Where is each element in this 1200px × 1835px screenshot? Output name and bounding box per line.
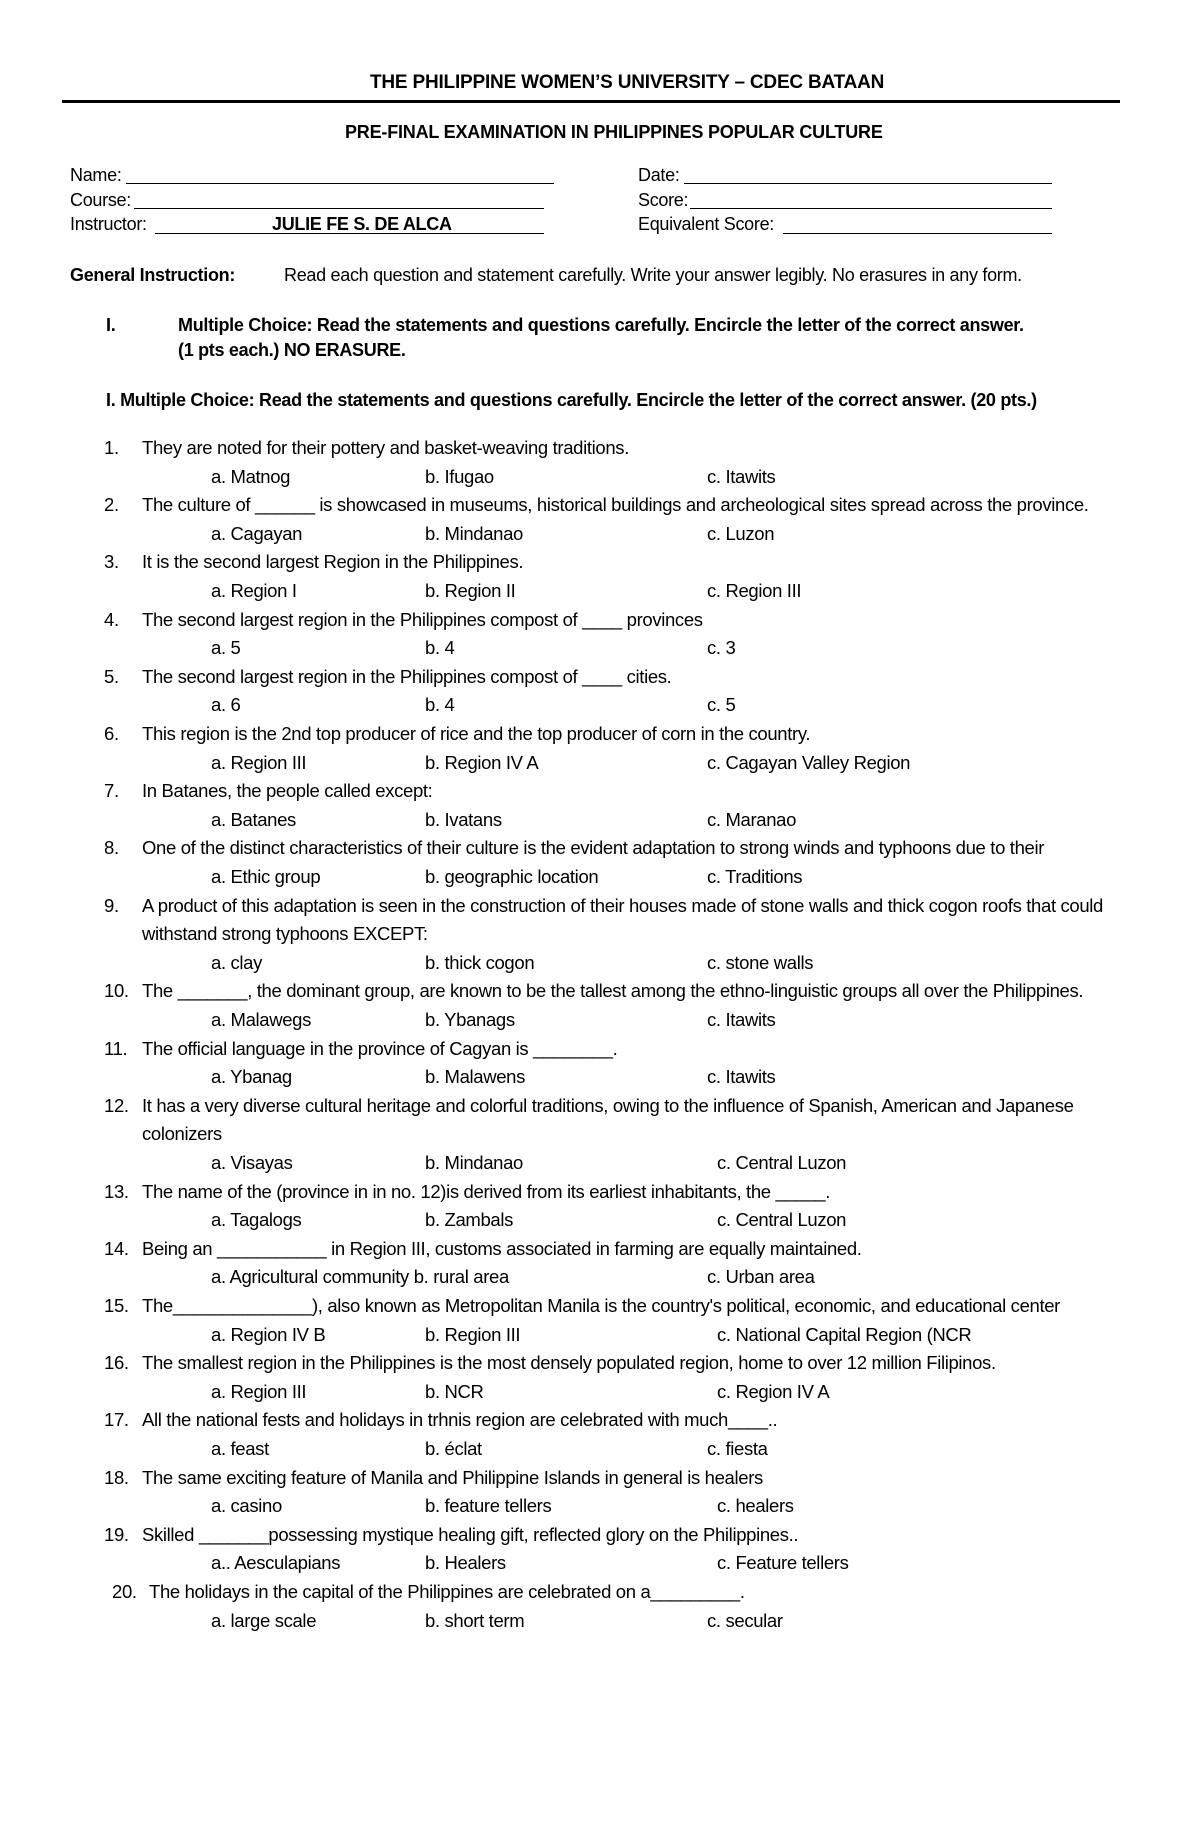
score-field-line[interactable] [690,208,1052,209]
general-instruction-text: Read each question and statement carefully. Write your answer legibly. No erasures in any form. [284,265,1022,285]
question-text: One of the distinct characteristics of their culture is the evident adaptation to strong winds and typhoons due to their [142,837,1045,859]
equivalent-score-label: Equivalent Score: [638,214,774,234]
score-label: Score: [638,190,689,210]
question-number: 20. [112,1581,137,1602]
option-a[interactable]: a. Region IV B [211,1323,326,1345]
question-text: Being an ___________ in Region III, customs associated in farming are equally maintained. [142,1237,862,1259]
option-a[interactable]: a. 5 [211,637,241,659]
option-a[interactable]: a. Batanes [211,808,296,830]
question-text: All the national fests and holidays in trhnis region are celebrated with much____.. [142,1409,778,1431]
question-text: The______________), also known as Metropolitan Manila is the country's political, economic, and educational center [142,1295,1060,1316]
option-b[interactable]: b. Malawens [425,1066,526,1088]
option-c[interactable]: c. Itawits [707,465,776,487]
header-rule [62,100,1120,103]
option-a[interactable]: a. Tagalogs [211,1209,302,1231]
section-heading-repeat: I. Multiple Choice: Read the statements and questions carefully. Encircle the letter of the correct answer. (20 pts.) [106,390,1037,410]
option-a[interactable]: a. large scale [211,1609,317,1631]
section-heading-line2: (1 pts each.) NO ERASURE. [178,340,406,360]
option-c[interactable]: c. Itawits [707,1009,776,1030]
option-b[interactable]: b. 4 [425,637,455,659]
option-b[interactable]: b. feature tellers [425,1495,552,1517]
question-text: The holidays in the capital of the Philippines are celebrated on a_________. [149,1581,745,1602]
question-number: 14. [104,1237,129,1259]
option-b[interactable]: b. Region IV A [425,751,539,773]
option-a[interactable]: a. Malawegs [211,1009,312,1030]
option-c[interactable]: c. Region III [707,580,802,601]
instructor-value: JULIE FE S. DE ALCA [272,214,452,234]
question-number: 5. [104,665,119,687]
option-c[interactable]: c. National Capital Region (NCR [717,1323,972,1345]
option-a[interactable]: a. Region III [211,751,307,773]
university-title: THE PHILIPPINE WOMEN’S UNIVERSITY – CDEC BATAAN [370,72,885,93]
question-text: In Batanes, the people called except: [142,780,433,802]
question-number: 18. [104,1466,129,1488]
option-c[interactable]: c. healers [717,1495,794,1517]
option-c[interactable]: c. Feature tellers [717,1552,849,1574]
question-number: 8. [104,837,119,859]
question-text: They are noted for their pottery and basket-weaving traditions. [142,437,629,458]
option-a[interactable]: a. Visayas [211,1152,293,1173]
question-text: The culture of ______ is showcased in museums, historical buildings and archeological sites spread across the province. [142,494,1089,516]
question-text: This region is the 2nd top producer of rice and the top producer of corn in the country. [142,723,811,744]
option-c[interactable]: c. fiesta [707,1438,768,1459]
option-c[interactable]: c. Central Luzon [717,1209,847,1231]
question-number: 17. [104,1409,129,1431]
option-c[interactable]: c. 3 [707,637,736,659]
question-text-continued: colonizers [142,1123,222,1145]
question-text: A product of this adaptation is seen in the construction of their houses made of stone walls and thick cogon roofs that could [142,894,1103,916]
question-text: The smallest region in the Philippines is the most densely populated region, home to over 12 million Filipinos. [142,1352,996,1374]
option-b[interactable]: b. short term [425,1609,525,1631]
option-c[interactable]: c. Region IV A [717,1380,830,1402]
course-field-line[interactable] [134,208,544,209]
question-text: The _______, the dominant group, are known to be the tallest among the ethno-linguistic groups all over the Philippines. [142,980,1084,1002]
option-b[interactable]: b. Region II [425,580,516,601]
option-c[interactable]: c. secular [707,1609,783,1631]
question-text: It has a very diverse cultural heritage and colorful traditions, owing to the influence of Spanish, American and Japanese [142,1094,1074,1116]
question-number: 6. [104,723,119,744]
question-text: The second largest region in the Philippines compost of ____ cities. [142,665,672,687]
option-b[interactable]: b. Healers [425,1552,506,1574]
section-heading-line1: Multiple Choice: Read the statements and questions carefully. Encircle the letter of the correct answer. [178,315,1024,335]
option-b[interactable]: b. Ifugao [425,465,494,487]
question-number: 10. [104,980,129,1002]
option-a[interactable]: a. feast [211,1438,269,1459]
option-b[interactable]: b. thick cogon [425,951,535,973]
question-number: 19. [104,1523,129,1545]
option-b[interactable]: b. Ybanags [425,1009,515,1030]
option-c[interactable]: c. 5 [707,694,736,716]
question-number: 3. [104,551,119,573]
question-text: The second largest region in the Philippines compost of ____ provinces [142,608,703,630]
option-a[interactable]: a. Region I [211,580,297,601]
option-c[interactable]: c. Urban area [707,1266,815,1288]
option-b[interactable]: b. geographic location [425,866,599,887]
option-b[interactable]: b. éclat [425,1438,482,1459]
option-a[interactable]: a. Ethic group [211,866,321,887]
question-text: The official language in the province of Cagyan is ________. [142,1037,618,1059]
question-text: The name of the (province in in no. 12)is derived from its earliest inhabitants, the _____. [142,1180,830,1202]
option-a[interactable]: a. clay [211,951,263,973]
question-number: 1. [104,437,119,458]
option-c[interactable]: c. Itawits [707,1066,776,1088]
option-c[interactable]: c. stone walls [707,951,814,973]
date-label: Date: [638,165,680,185]
option-a[interactable]: a.. Aesculapians [211,1552,341,1574]
section-number: I. [106,315,116,335]
option-a[interactable]: a. 6 [211,694,241,716]
instructor-label: Instructor: [70,214,147,234]
name-field-line[interactable] [126,183,554,184]
option-a[interactable]: a. Agricultural community b. rural area [211,1266,509,1288]
option-a[interactable]: a. Region III [211,1380,307,1402]
question-text: The same exciting feature of Manila and Philippine Islands in general is healers [142,1466,763,1488]
option-b[interactable]: b. NCR [425,1380,484,1402]
option-c[interactable]: c. Luzon [707,522,775,544]
option-b[interactable]: b. Mindanao [425,522,523,544]
exam-title: PRE-FINAL EXAMINATION IN PHILIPPINES POPULAR CULTURE [345,122,883,142]
date-field-line[interactable] [684,183,1052,184]
question-number: 2. [104,494,119,516]
option-c[interactable]: c. Central Luzon [717,1152,847,1173]
option-a[interactable]: a. Matnog [211,465,291,487]
option-b[interactable]: b. Region III [425,1323,521,1345]
question-text: It is the second largest Region in the Philippines. [142,551,524,573]
option-c[interactable]: c. Traditions [707,866,803,887]
question-number: 11. [104,1037,128,1059]
option-c[interactable]: c. Cagayan Valley Region [707,751,911,773]
question-text-continued: withstand strong typhoons EXCEPT: [142,923,428,945]
general-instruction-label: General Instruction: [70,265,236,285]
option-b[interactable]: b. Ivatans [425,808,502,830]
option-c[interactable]: c. Maranao [707,808,797,830]
name-label: Name: [70,165,122,185]
option-b[interactable]: b. 4 [425,694,455,716]
option-a[interactable]: a. Cagayan [211,522,303,544]
option-b[interactable]: b. Zambals [425,1209,514,1231]
question-number: 9. [104,894,119,916]
option-b[interactable]: b. Mindanao [425,1152,523,1173]
question-number: 4. [104,608,119,630]
question-text: Skilled _______possessing mystique healing gift, reflected glory on the Philippines.. [142,1523,799,1545]
course-label: Course: [70,190,131,210]
question-number: 12. [104,1094,129,1116]
question-number: 13. [104,1180,129,1202]
option-a[interactable]: a. casino [211,1495,282,1517]
question-number: 15. [104,1295,129,1316]
equivalent-score-field-line[interactable] [783,233,1052,234]
question-number: 7. [104,780,119,802]
question-number: 16. [104,1352,129,1374]
option-a[interactable]: a. Ybanag [211,1066,292,1088]
